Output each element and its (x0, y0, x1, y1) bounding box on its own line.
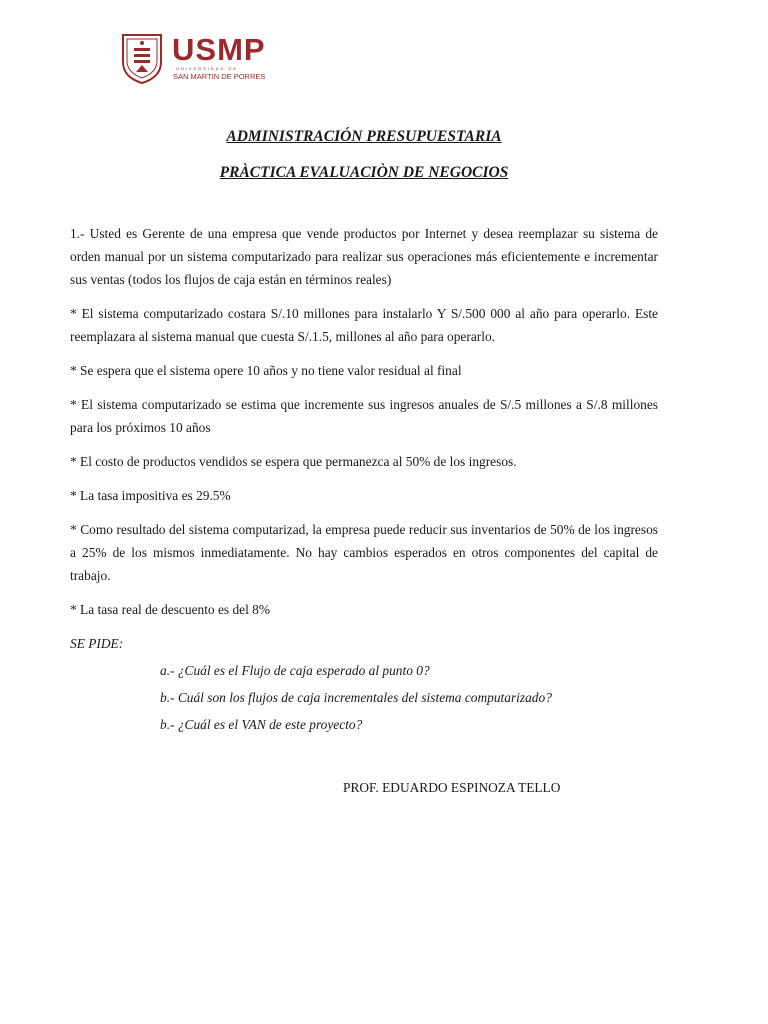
se-pide-label: SE PIDE: (70, 636, 124, 651)
brand-subtitle: SAN MARTIN DE PORRES (173, 72, 266, 81)
question-item: b.- ¿Cuál es el VAN de este proyecto? (160, 717, 363, 732)
item-paragraph: * La tasa impositiva es 29.5% (70, 488, 231, 503)
university-header (120, 30, 266, 86)
document-subtitle: PRÀCTICA EVALUACIÒN DE NEGOCIOS (219, 164, 509, 181)
brand-name: USMP (172, 32, 266, 67)
intro-paragraph: 1.- Usted es Gerente de una empresa que vende productos por Internet y desea reemplazar su sistema de orden manual por un sistema computarizado para realizar sus operaciones más eficientemente e incrementar sus ventas (todos los flujos de caja están en términos reales) (70, 226, 658, 287)
question-item: a.- ¿Cuál es el Flujo de caja esperado al punto 0? (160, 663, 430, 678)
document-body (70, 222, 658, 740)
item-paragraph: * El costo de productos vendidos se espera que permanezca al 50% de los ingresos. (70, 454, 517, 469)
question-item: b.- Cuál son los flujos de caja incrementales del sistema computarizado? (160, 690, 552, 705)
item-paragraph: * Se espera que el sistema opere 10 años y no tiene valor residual al final (70, 363, 462, 378)
item-paragraph: * El sistema computarizado se estima que incremente sus ingresos anuales de S/.5 millones a S/.8 millones para los próximos 10 años (70, 397, 658, 435)
item-paragraph: * La tasa real de descuento es del 8% (70, 602, 271, 617)
university-seal-icon (120, 32, 164, 84)
item-paragraph: * Como resultado del sistema computarizad, la empresa puede reducir sus inventarios de 50% de los ingresos a 25% de los mismos inmediatamente. No hay cambios esperados en otros componentes del capital de trabajo. (70, 522, 658, 583)
item-paragraph: * El sistema computarizado costara S/.10 millones para instalarlo Y S/.500 000 al año para operarlo. Este reemplazara al sistema manual que cuesta S/.1.5, millones al año para operarlo. (70, 306, 658, 344)
brand-subtitle-top: UNIVERSIDAD DE (176, 66, 239, 71)
document-title: ADMINISTRACIÓN PRESUPUESTARIA (226, 128, 502, 145)
professor-name: PROF. EDUARDO ESPINOZA TELLO (343, 780, 561, 795)
